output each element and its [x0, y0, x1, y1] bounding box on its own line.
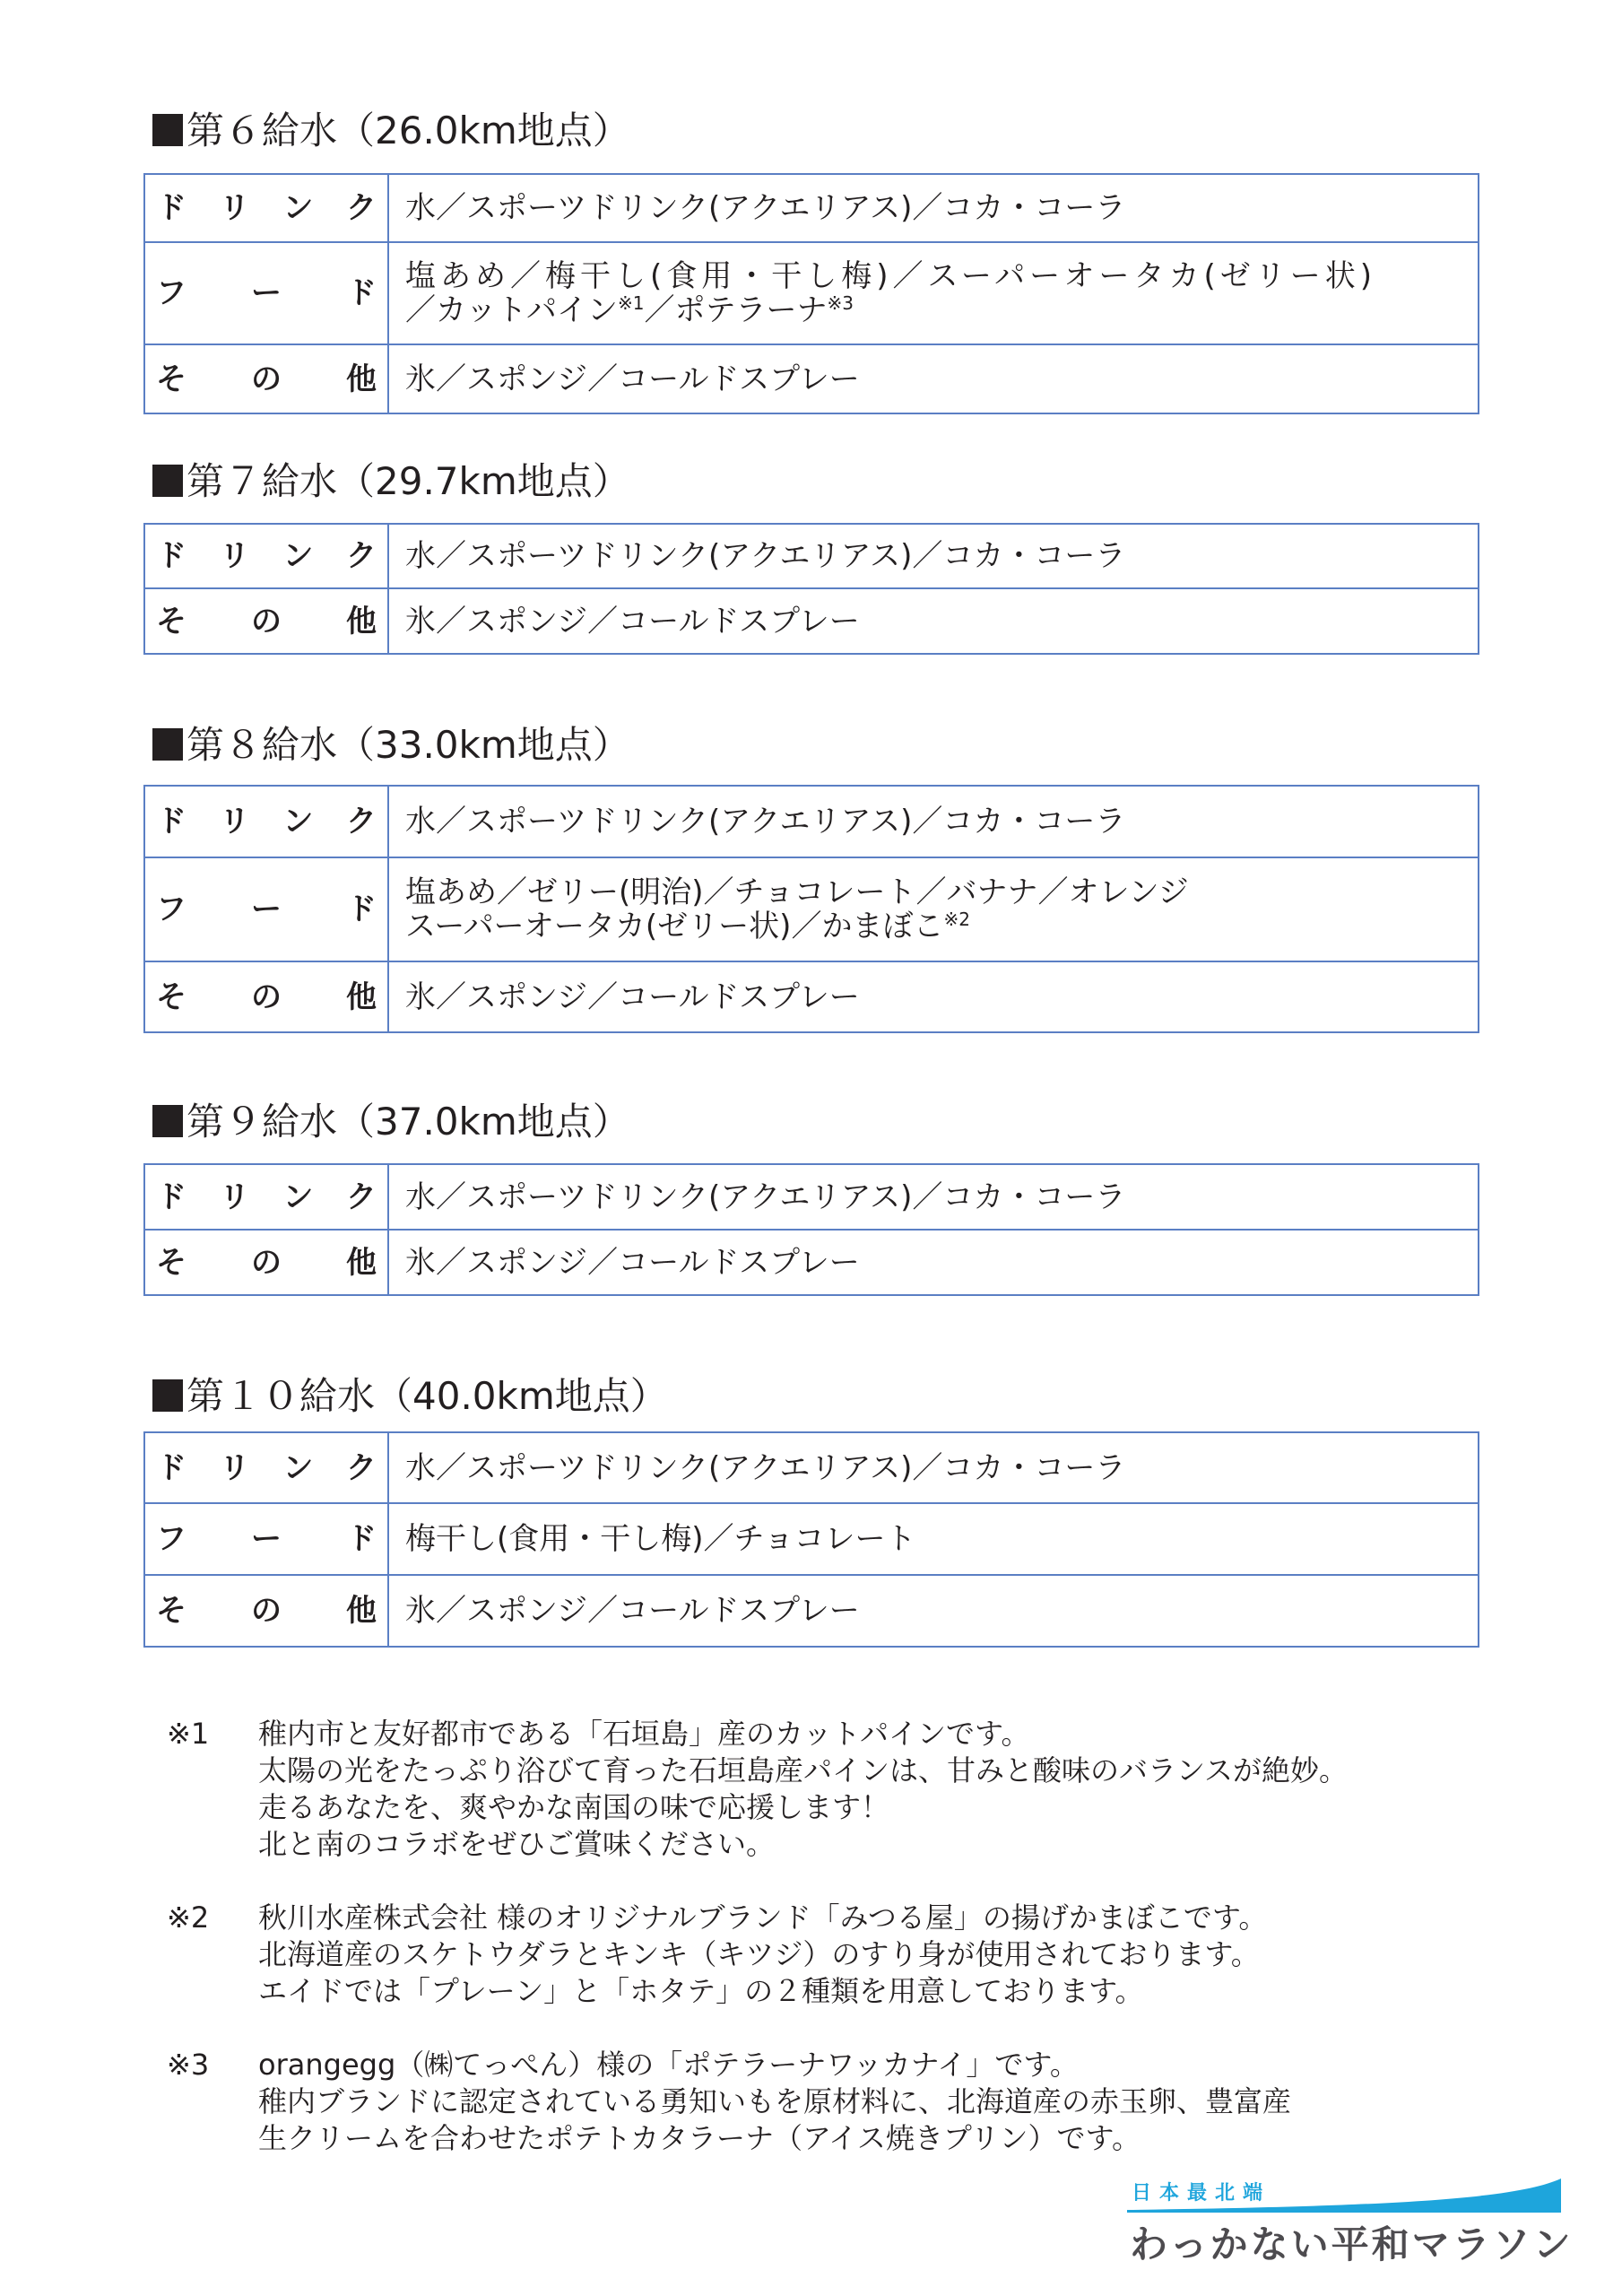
label-char: ン — [282, 190, 314, 226]
label-char: 他 — [346, 361, 377, 397]
label-char: の — [251, 361, 282, 397]
value-text: スーパーオータカ(ゼリー状)／かまぼこ — [405, 909, 944, 944]
label-char: ク — [345, 1449, 377, 1486]
footnote-ref: ※3 — [827, 292, 854, 314]
label-char: ン — [282, 1449, 314, 1486]
table-row-other — [144, 961, 1479, 1032]
label-char: そ — [156, 361, 186, 397]
section-title-text: 第１０給水（40.0km地点） — [186, 1374, 668, 1418]
footnote-ref: ※1 — [617, 292, 645, 314]
table-row-drink — [144, 786, 1479, 857]
row-value-other — [388, 1230, 1479, 1295]
row-value-drink — [388, 524, 1479, 588]
label-char: ク — [345, 538, 377, 574]
row-value-drink — [388, 1432, 1479, 1503]
value-text: 水／スポーツドリンク(アクエリアス)／コカ・コーラ — [405, 190, 1126, 226]
label-char: リ — [219, 538, 250, 574]
footnotes — [167, 1716, 1467, 2194]
value-text: 氷／スポンジ／コールドスプレー — [405, 1244, 860, 1281]
footnote-line: 北海道産のスケトウダラとキンキ（キツジ）のすり身が使用されております。 — [258, 1937, 1260, 1971]
label-char: そ — [156, 603, 186, 639]
section-title-aid-6 — [152, 109, 630, 153]
value-text: ／ポテラーナ — [644, 292, 828, 328]
label-char: そ — [156, 978, 186, 1015]
section-title-text: 第６給水（26.0km地点） — [186, 109, 630, 152]
label-char: 他 — [346, 603, 377, 639]
row-label-drink — [144, 1164, 388, 1230]
row-label-other — [144, 1575, 388, 1647]
label-char: リ — [219, 190, 250, 226]
label-char: 他 — [346, 1593, 377, 1629]
label-char: ク — [345, 804, 377, 839]
label-char: フ — [156, 891, 186, 927]
table-row-other — [144, 588, 1479, 654]
label-char: の — [251, 1244, 282, 1281]
value-text: 氷／スポンジ／コールドスプレー — [405, 1593, 860, 1629]
value-line-with-refs — [405, 909, 1465, 944]
square-bullet-icon — [152, 465, 183, 497]
table-row-drink — [144, 524, 1479, 588]
table-row-drink — [144, 1432, 1479, 1503]
label-char: ー — [251, 891, 282, 927]
label-char: そ — [156, 1593, 186, 1629]
label-char: ー — [251, 275, 282, 311]
row-label-other — [144, 344, 388, 413]
footnote-line: 稚内ブランドに認定されている勇知いもを原材料に、北海道産の赤玉卵、豊富産 — [258, 2084, 1292, 2118]
row-value-food — [388, 242, 1479, 344]
row-label-drink — [144, 524, 388, 588]
row-value-other — [388, 961, 1479, 1032]
footnote-line: 稚内市と友好都市である「石垣島」産のカットパインです。 — [258, 1717, 1030, 1751]
row-value-other — [388, 344, 1479, 413]
row-value-other — [388, 1575, 1479, 1647]
label-char: ド — [346, 275, 377, 311]
value-text: 氷／スポンジ／コールドスプレー — [405, 603, 860, 639]
aid-table-9 — [143, 1163, 1479, 1296]
logo-tagline: 日本最北端 — [1132, 2182, 1271, 2205]
aid-table-10 — [143, 1431, 1479, 1648]
footnote-mark: ※2 — [167, 1900, 210, 1935]
logo-name: わっかない平和マラソン — [1130, 2222, 1574, 2266]
label-char: フ — [156, 1521, 186, 1557]
square-bullet-icon — [152, 728, 183, 761]
row-label-drink — [144, 174, 388, 242]
value-text: ／カットパイン — [405, 292, 618, 328]
row-label-food — [144, 1503, 388, 1575]
label-char: ド — [156, 1449, 186, 1486]
value-text: 塩あめ／ゼリー(明治)／チョコレート／バナナ／オレンジ — [405, 874, 1189, 910]
section-title-aid-10 — [152, 1374, 668, 1419]
footnote-ref: ※2 — [943, 909, 970, 930]
label-char: ド — [156, 538, 186, 574]
label-char: ン — [282, 1178, 314, 1215]
footnote-2 — [167, 1900, 1467, 2010]
value-text: 氷／スポンジ／コールドスプレー — [405, 361, 860, 397]
label-char: ン — [282, 804, 314, 839]
footnote-line: orangegg（㈱てっぺん）様の「ポテラーナワッカナイ」です。 — [258, 2048, 1079, 2082]
section-title-aid-9 — [152, 1100, 630, 1144]
value-text: 塩あめ／梅干し(食用・干し梅)／スーパーオータカ(ゼリー状) — [405, 258, 1376, 294]
label-char: リ — [219, 1449, 250, 1486]
square-bullet-icon — [152, 1105, 183, 1137]
row-label-drink — [144, 786, 388, 857]
footnote-mark: ※1 — [167, 1717, 210, 1751]
row-label-other — [144, 588, 388, 654]
label-char: ク — [345, 190, 377, 226]
label-char: ド — [346, 1521, 377, 1557]
value-text: 水／スポーツドリンク(アクエリアス)／コカ・コーラ — [405, 804, 1126, 839]
value-text: 水／スポーツドリンク(アクエリアス)／コカ・コーラ — [405, 1449, 1126, 1486]
footnote-body — [258, 1716, 1467, 1863]
label-char: ド — [156, 190, 186, 226]
value-text: 梅干し(食用・干し梅)／チョコレート — [405, 1521, 916, 1557]
label-char: ン — [282, 538, 314, 574]
value-line-with-refs — [405, 293, 1465, 327]
square-bullet-icon — [152, 1379, 183, 1412]
aid-table-8 — [143, 785, 1479, 1033]
table-row-food — [144, 857, 1479, 961]
label-char: 他 — [346, 978, 377, 1015]
label-char: リ — [219, 1178, 250, 1215]
label-char: ド — [156, 804, 186, 839]
label-char: の — [251, 978, 282, 1015]
row-value-drink — [388, 174, 1479, 242]
label-char: ド — [156, 1178, 186, 1215]
table-row-food — [144, 242, 1479, 344]
row-label-food — [144, 857, 388, 961]
footnote-line: 太陽の光をたっぷり浴びて育った石垣島産パインは、甘みと酸味のバランスが絶妙。 — [258, 1753, 1349, 1787]
section-title-text: 第８給水（33.0km地点） — [186, 723, 630, 767]
table-row-drink — [144, 1164, 1479, 1230]
section-title-aid-8 — [152, 723, 630, 768]
value-text: 水／スポーツドリンク(アクエリアス)／コカ・コーラ — [405, 538, 1126, 574]
table-row-other — [144, 344, 1479, 413]
value-text: 水／スポーツドリンク(アクエリアス)／コカ・コーラ — [405, 1178, 1126, 1215]
row-value-other — [388, 588, 1479, 654]
footnote-mark: ※3 — [167, 2048, 210, 2082]
row-value-drink — [388, 1164, 1479, 1230]
label-char: そ — [156, 1244, 186, 1281]
row-label-food — [144, 242, 388, 344]
footnote-line: 北と南のコラボをぜひご賞味ください。 — [258, 1827, 776, 1861]
footnote-line: 生クリームを合わせたポテトカタラーナ（アイス焼きプリン）です。 — [258, 2121, 1141, 2155]
table-row-drink — [144, 174, 1479, 242]
value-text: 氷／スポンジ／コールドスプレー — [405, 978, 860, 1015]
table-row-other — [144, 1575, 1479, 1647]
label-char: 他 — [346, 1244, 377, 1281]
label-char: ド — [346, 891, 377, 927]
section-title-text: 第９給水（37.0km地点） — [186, 1100, 630, 1144]
footnote-3 — [167, 2047, 1467, 2157]
section-title-text: 第７給水（29.7km地点） — [186, 459, 630, 503]
row-label-other — [144, 961, 388, 1032]
row-value-drink — [388, 786, 1479, 857]
footnote-body — [258, 1900, 1467, 2010]
table-row-food — [144, 1503, 1479, 1575]
aid-table-7 — [143, 523, 1479, 655]
footnote-line: エイドでは「プレーン」と「ホタテ」の２種類を用意しております。 — [258, 1974, 1144, 2008]
square-bullet-icon — [152, 114, 183, 146]
label-char: ー — [251, 1521, 282, 1557]
label-char: の — [251, 603, 282, 639]
label-char: リ — [219, 804, 250, 839]
footnote-line: 走るあなたを、爽やかな南国の味で応援します！ — [258, 1790, 890, 1824]
footnote-line: 秋川水産株式会社 様のオリジナルブランド「みつる屋」の揚げかまぼこです。 — [258, 1900, 1268, 1935]
footnote-body — [258, 2047, 1467, 2157]
aid-table-6 — [143, 173, 1479, 414]
label-char: の — [251, 1593, 282, 1629]
row-value-food — [388, 1503, 1479, 1575]
marathon-logo — [1125, 2170, 1574, 2283]
footnote-1 — [167, 1716, 1467, 1863]
row-label-drink — [144, 1432, 388, 1503]
section-title-aid-7 — [152, 459, 630, 504]
table-row-other — [144, 1230, 1479, 1295]
row-value-food — [388, 857, 1479, 961]
label-char: フ — [156, 275, 186, 311]
row-label-other — [144, 1230, 388, 1295]
label-char: ク — [345, 1178, 377, 1215]
